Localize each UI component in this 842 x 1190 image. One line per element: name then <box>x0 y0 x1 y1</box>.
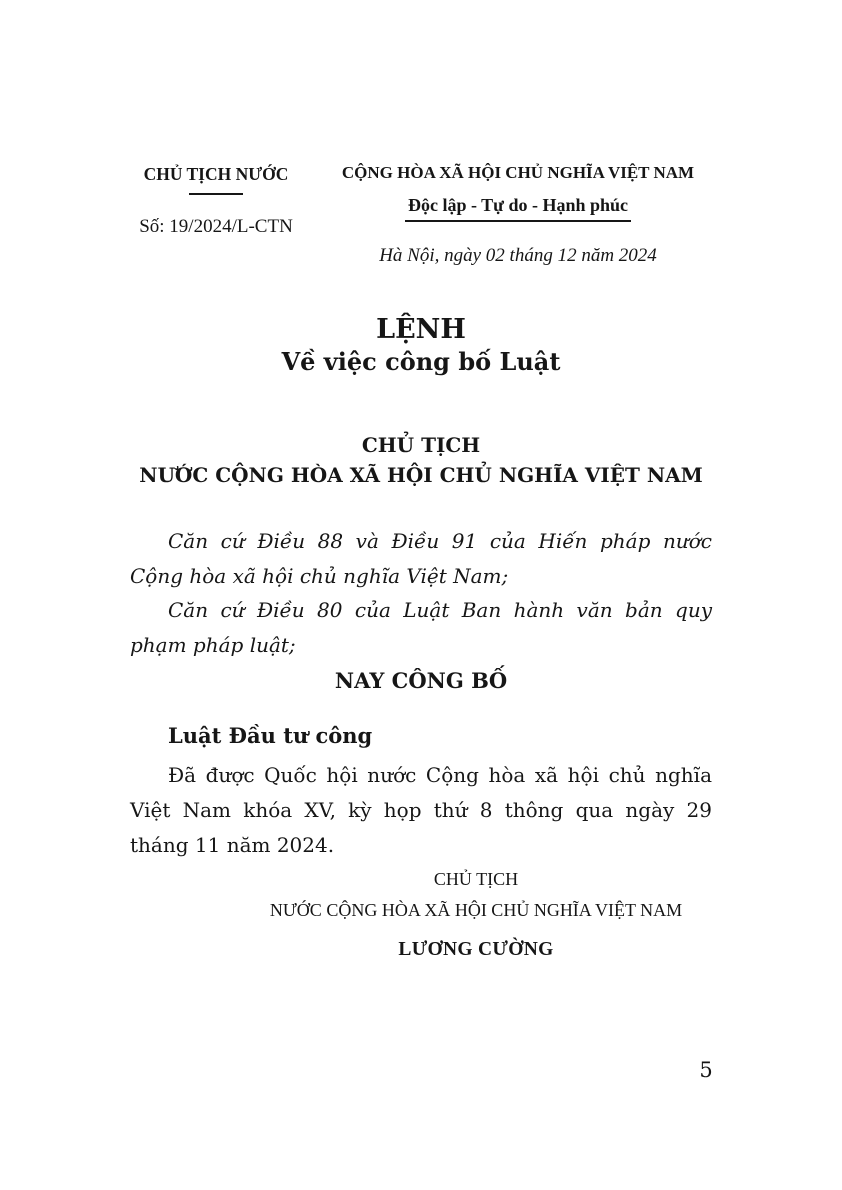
preamble-line: Căn cứ Điều 88 và Điều 91 của Hiến pháp nước <box>168 529 712 553</box>
place-and-date: Hà Nội, ngày 02 tháng 12 năm 2024 <box>379 245 657 266</box>
document-title-block <box>130 313 712 377</box>
preamble-line: Cộng hòa xã hội chủ nghĩa Việt Nam; <box>130 563 509 588</box>
national-motto: Độc lập - Tự do - Hạnh phúc <box>405 195 631 222</box>
preamble-line: Căn cứ Điều 80 của Luật Ban hành văn bản quy <box>168 598 712 622</box>
law-name: Luật Đầu tư công <box>168 723 373 748</box>
preamble-section <box>130 524 712 662</box>
passage-line: Việt Nam khóa XV, kỳ họp thứ 8 thông qua ngày 29 <box>130 798 712 822</box>
national-title: CỘNG HÒA XÃ HỘI CHỦ NGHĨA VIỆT NAM <box>341 163 695 182</box>
preamble-line: phạm pháp luật; <box>130 632 296 657</box>
issuer-heading-line-1: CHỦ TỊCH <box>361 433 481 457</box>
page-number: 5 <box>699 1058 713 1082</box>
document-subtitle: Về việc công bố Luật <box>281 347 561 376</box>
passage-paragraph <box>130 758 712 863</box>
issuer-heading-line-2: NƯỚC CỘNG HÒA XÃ HỘI CHỦ NGHĨA VIỆT NAM <box>139 463 703 487</box>
document-number: Số: 19/2024/L-CTN <box>139 216 293 237</box>
authority-underline <box>189 193 243 195</box>
passage-line: tháng 11 năm 2024. <box>130 833 335 857</box>
authority-name: CHỦ TỊCH NƯỚC <box>143 164 289 184</box>
national-motto-row <box>328 183 708 222</box>
signer-title-line-2: NƯỚC CỘNG HÒA XÃ HỘI CHỦ NGHĨA VIỆT NAM <box>269 900 683 920</box>
document-title: LỆNH <box>376 314 466 345</box>
issuing-authority-block <box>112 164 320 238</box>
passage-line: Đã được Quốc hội nước Cộng hòa xã hội chủ nghĩa <box>168 763 712 787</box>
announcement-heading: NAY CÔNG BỐ <box>334 668 508 693</box>
signer-title-line-1: CHỦ TỊCH <box>433 869 519 889</box>
issuer-heading <box>130 430 712 490</box>
signer-name: LƯƠNG CƯỜNG <box>398 939 554 960</box>
national-header-block <box>328 163 708 267</box>
signature-block <box>242 864 710 961</box>
